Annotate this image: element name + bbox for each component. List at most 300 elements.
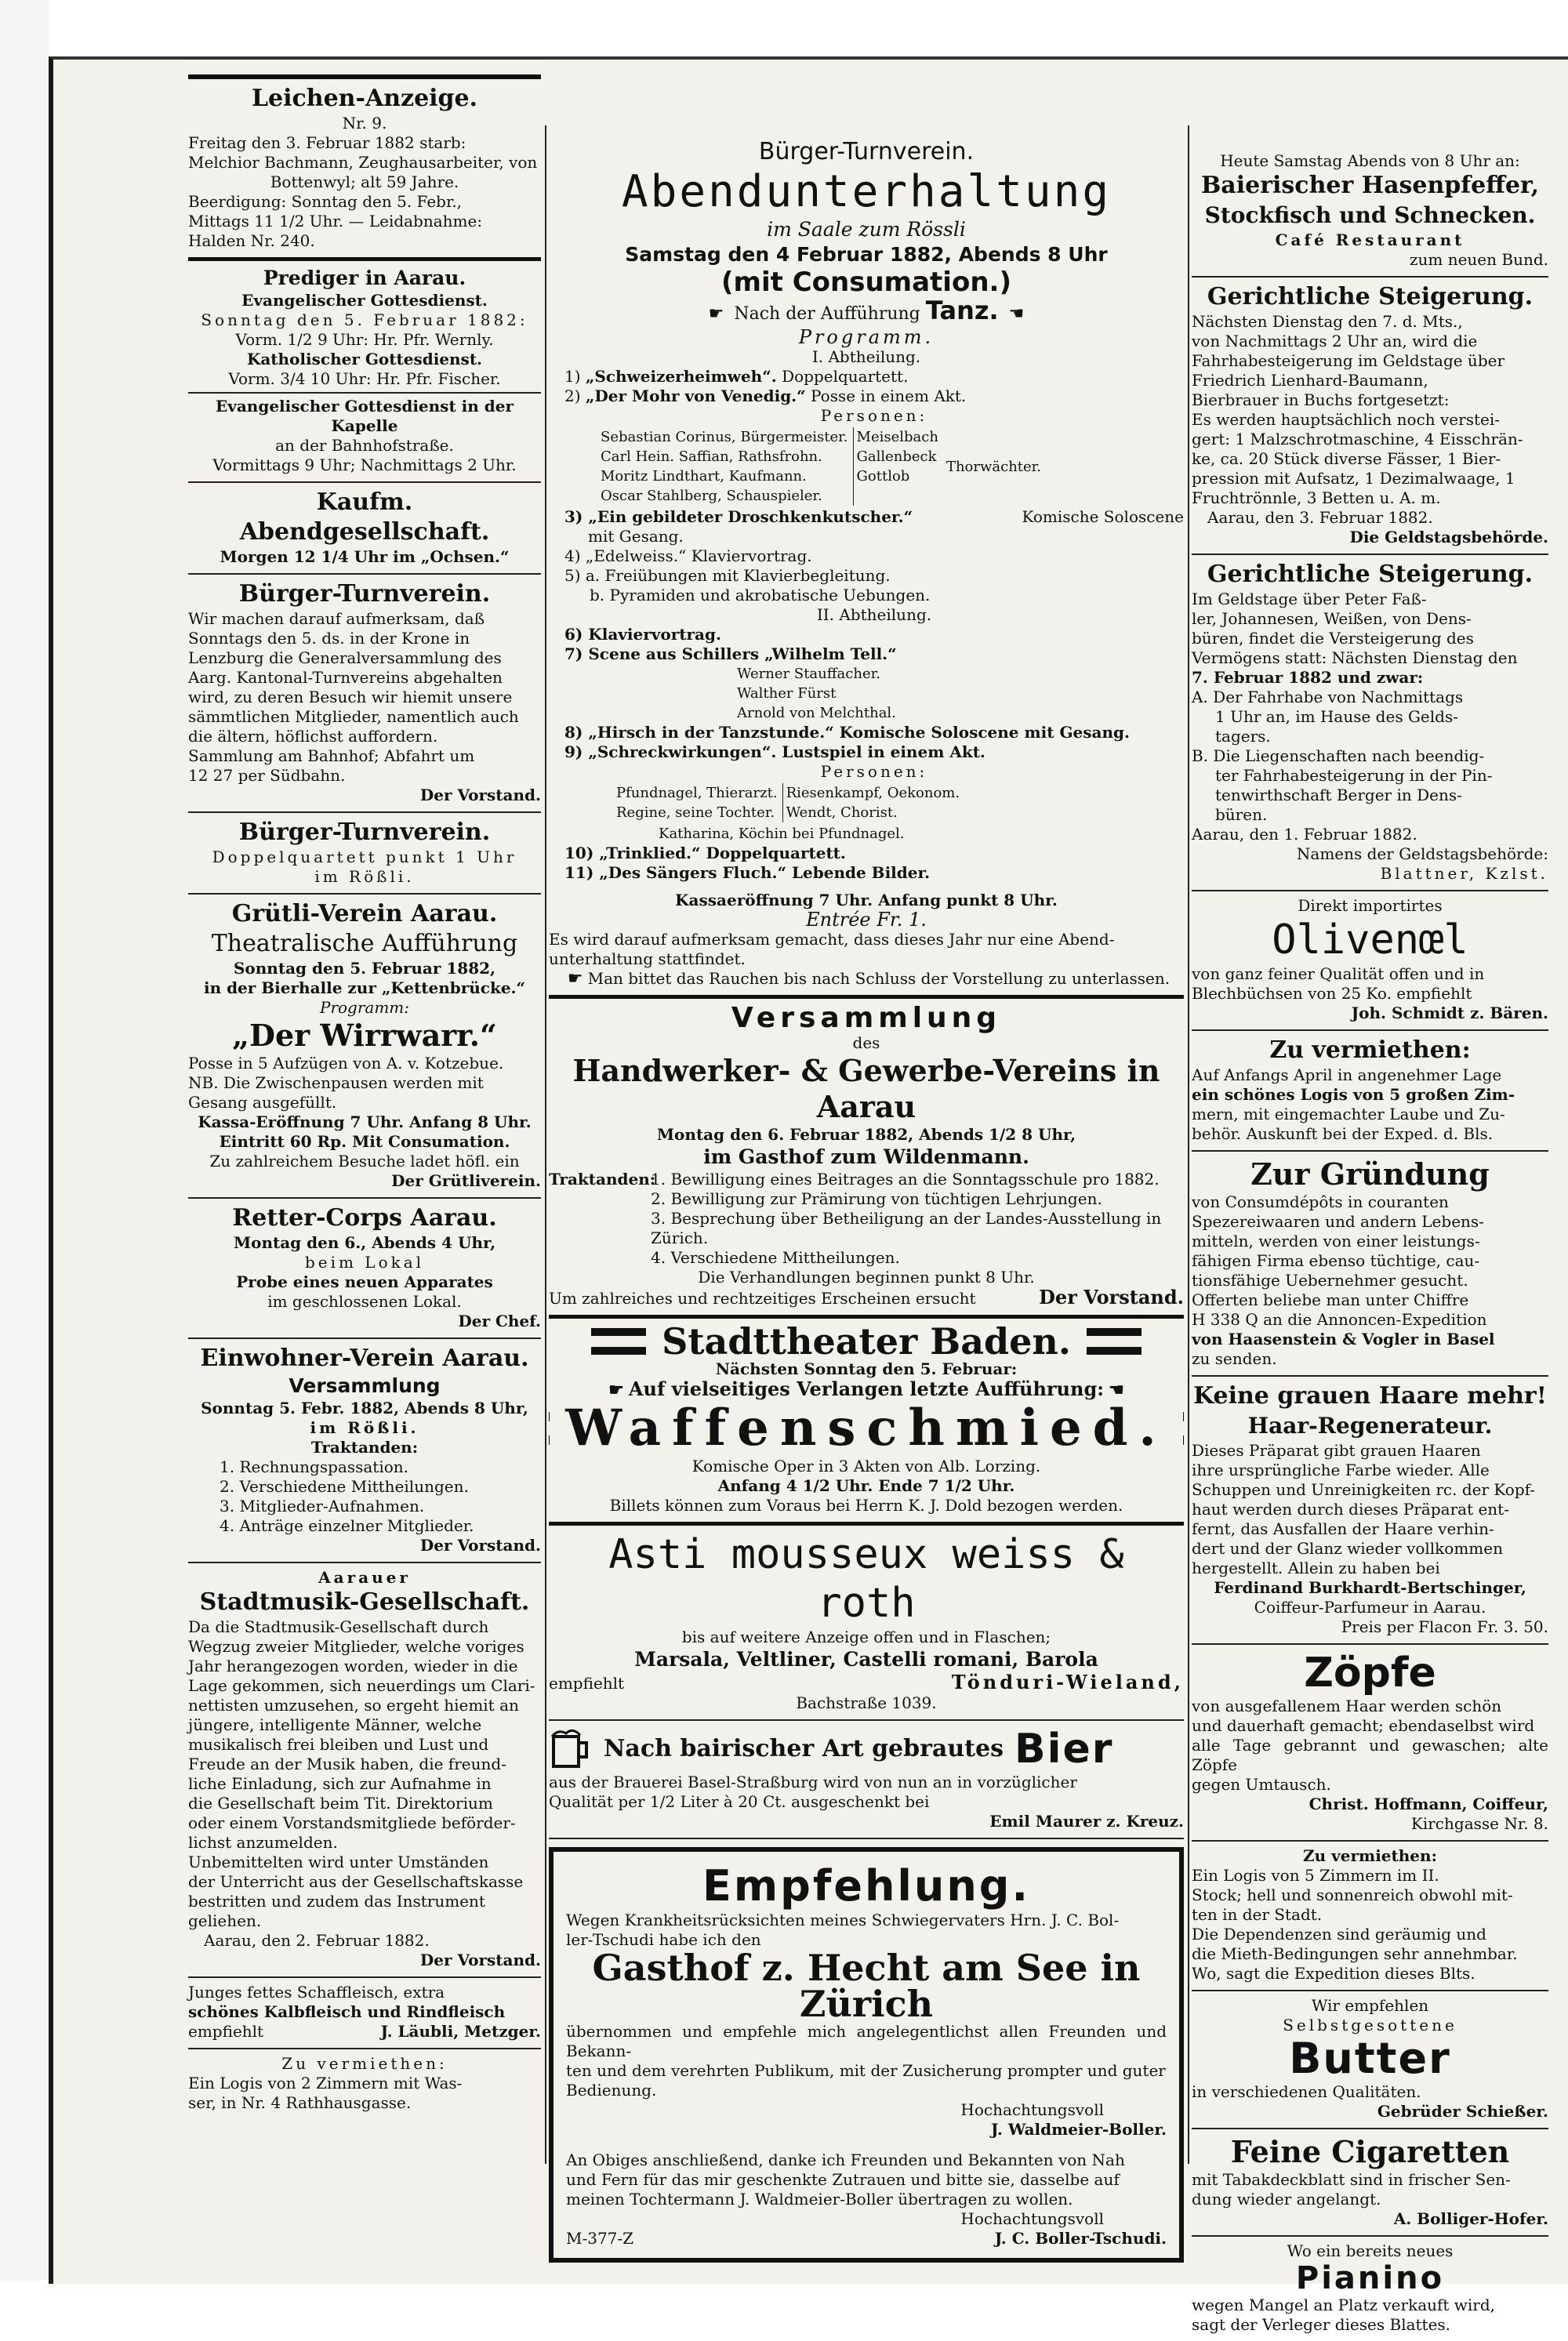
ad-text: Freitag den 3. Februar 1882 starb: bbox=[188, 133, 466, 152]
ad-text: Offerten beliebe man unter Chiffre bbox=[1192, 1290, 1469, 1309]
agenda-item: 3. Besprechung über Betheiligung an der Landes-Ausstellung in Zürich. bbox=[651, 1209, 1162, 1247]
ad-text: Im Geldstage über Peter Faß- bbox=[1192, 590, 1427, 608]
cast-entry: Werner Stauffacher. bbox=[737, 666, 880, 682]
ad-title: Prediger in Aarau. bbox=[263, 267, 466, 289]
ad-text: die Gesellschaft beim Tit. Direktorium bbox=[188, 1794, 493, 1813]
haar-ad bbox=[1192, 1377, 1548, 1645]
ad-signature: Der Vorstand. bbox=[419, 1951, 541, 1969]
ad-text: Dieses Präparat gibt grauen Haaren bbox=[1192, 1441, 1481, 1460]
hotel-name: Gasthof z. Hecht am See in Zürich bbox=[592, 1947, 1141, 2025]
ad-text: Um zahlreiches und rechtzeitiges Erscheinen ersucht bbox=[549, 1289, 976, 1308]
ad-title: Handwerker- & Gewerbe-Vereins in Aarau bbox=[572, 1053, 1160, 1124]
ad-text: gert: 1 Malzschrotmaschine, 4 Eisschrän- bbox=[1192, 430, 1523, 448]
item-number: 1) bbox=[564, 367, 581, 386]
ad-text: Heute Samstag Abends von 8 Uhr an: bbox=[1220, 151, 1520, 170]
ad-text: wegen Mangel an Platz verkauft wird, bbox=[1192, 2296, 1496, 2314]
ad-text: A. Der Fahrhabe von Nachmittags bbox=[1192, 688, 1464, 706]
ad-text: oder einem Vorstandsmitgliede beförder- bbox=[188, 1813, 516, 1832]
middle-column bbox=[549, 74, 1184, 2270]
ad-title: Keine grauen Haare mehr! bbox=[1193, 1382, 1547, 1410]
ad-text: Marsala, Veltliner, Castelli romani, Barola bbox=[634, 1648, 1098, 1671]
ad-text: mit Tabakdeckblatt sind in frischer Sen- bbox=[1192, 2170, 1511, 2189]
cast-entry: Carl Hein. Saffian, Rathsfrohn. bbox=[601, 448, 822, 465]
ad-text: von ganz feiner Qualität offen und in bbox=[1192, 964, 1485, 983]
ad-text: Anfang 4 1/2 Uhr. Ende 7 1/2 Uhr. bbox=[717, 1476, 1015, 1495]
pointing-hand-icon: ☛ bbox=[708, 304, 724, 324]
ad-text: Friedrich Lienhard-Baumann, bbox=[1192, 371, 1428, 390]
item-title: 4) „Edelweiss.“ Klaviervortrag. bbox=[564, 546, 812, 565]
ad-text: Wegzug zweier Mitglieder, welche voriges bbox=[188, 1637, 524, 1656]
program-list bbox=[549, 367, 1184, 883]
ad-text: von Haasenstein & Vogler in Basel bbox=[1192, 1330, 1495, 1348]
ad-text: die ältern, höflichst auffordern. bbox=[188, 727, 438, 746]
ad-signature: A. Bolliger-Hofer. bbox=[1393, 2209, 1548, 2228]
ad-title: Einwohner-Verein Aarau. bbox=[200, 1345, 529, 1372]
ad-signature: Der Grütliverein. bbox=[391, 1171, 541, 1190]
ad-title: Nach bairischer Art gebrautes bbox=[604, 1735, 1004, 1762]
ad-signature: Joh. Schmidt z. Bären. bbox=[1351, 1004, 1548, 1022]
ad-signature: Emil Maurer z. Kreuz. bbox=[989, 1812, 1184, 1831]
ad-text: aus der Brauerei Basel-Straßburg wird von nun an in vorzüglicher bbox=[549, 1773, 1077, 1791]
steigerung-ad-2 bbox=[1192, 555, 1548, 891]
cast-entry: Arnold von Melchthal. bbox=[737, 705, 896, 721]
cast-entry: Gallenbeck bbox=[856, 448, 937, 465]
ad-text: übernommen und empfehle mich angelegentlichst allen Freunden und Bekann- bbox=[566, 2022, 1167, 2060]
ad-subtitle: Versammlung bbox=[289, 1374, 441, 1397]
item-title: „Schweizerheimweh“. bbox=[585, 367, 777, 386]
beer-mug-icon bbox=[549, 1729, 593, 1769]
ad-text: Bedienung. bbox=[566, 2081, 657, 2100]
ad-text: lichst anzumelden. bbox=[188, 1833, 338, 1852]
ad-text: Mittags 11 1/2 Uhr. — Leidabnahme: bbox=[188, 212, 483, 230]
ad-signature: J. Läubli, Metzger. bbox=[380, 2022, 541, 2041]
ad-title: Asti mousseux weiss & roth bbox=[608, 1531, 1124, 1627]
ad-text: (mit Consumation.) bbox=[721, 267, 1011, 298]
steigerung-ad-1 bbox=[1192, 278, 1548, 555]
ad-text: Aarauer bbox=[318, 1568, 411, 1587]
ad-text: fähigen Firma ebenso tüchtige, cau- bbox=[1192, 1251, 1480, 1270]
column-rule bbox=[545, 125, 546, 2164]
ad-text: nettisten umzusehen, so ergeht hiemit an bbox=[188, 1696, 519, 1715]
item-desc: mit Gesang. bbox=[588, 527, 684, 546]
metzger-ad bbox=[188, 1978, 541, 2049]
pianino-ad bbox=[1192, 2237, 1548, 2341]
cast-table bbox=[612, 782, 964, 824]
ad-text: unterhaltung stattfindet. bbox=[549, 949, 746, 968]
ad-text: I. Abtheilung. bbox=[811, 347, 921, 366]
ad-text: Vormittags 9 Uhr; Nachmittags 2 Uhr. bbox=[212, 455, 517, 474]
ad-text: Ein Logis von 2 Zimmern mit Was- bbox=[188, 2074, 463, 2092]
ad-text: Kassa-Eröffnung 7 Uhr. Anfang 8 Uhr. bbox=[198, 1112, 532, 1131]
ad-text: Es wird darauf aufmerksam gemacht, dass dieses Jahr nur eine Abend- bbox=[549, 930, 1115, 949]
ad-text: 2. Verschiedene Mittheilungen. bbox=[220, 1477, 469, 1496]
ad-text: Aarau, den 1. Februar 1882. bbox=[1192, 825, 1417, 844]
ad-text: jüngere, intelligente Männer, welche bbox=[188, 1715, 482, 1734]
agenda-item: 2. Bewilligung zur Prämirung von tüchtigen Lehrjungen. bbox=[651, 1189, 1102, 1208]
smoke-note bbox=[549, 969, 1184, 989]
ad-text: Lage gekommen, sich neuerdings um Clari- bbox=[188, 1676, 535, 1695]
item-number: 2) bbox=[564, 387, 581, 405]
ad-text: Bachstraße 1039. bbox=[796, 1693, 937, 1712]
ad-text: sagt der Verleger dieses Blattes. bbox=[1192, 2315, 1451, 2334]
item-title: „Der Mohr von Venedig.“ bbox=[585, 387, 806, 405]
ad-text: Selbstgesottene bbox=[1283, 2016, 1457, 2034]
ad-subtitle: Theatralische Aufführung bbox=[211, 930, 518, 957]
ad-text: Da die Stadtmusik-Gesellschaft durch bbox=[188, 1617, 489, 1636]
turnverein-abendunterhaltung bbox=[549, 74, 1184, 999]
ad-text: Personen: bbox=[820, 406, 928, 425]
stadttheater-ad bbox=[549, 1319, 1184, 1526]
ad-signature: J. C. Boller-Tschudi. bbox=[994, 2229, 1167, 2248]
cast-entry: Wendt, Chorist. bbox=[786, 804, 898, 821]
ad-text: Posse in 5 Aufzügen von A. v. Kotzebue. bbox=[188, 1054, 504, 1073]
butter-ad bbox=[1192, 1991, 1548, 2129]
ad-text: pression mit Aufsatz, 1 Dezimalwaage, 1 bbox=[1192, 469, 1515, 488]
ad-signature: Tönduri-Wieland, bbox=[951, 1671, 1184, 1693]
ad-text: geliehen. bbox=[188, 1911, 262, 1930]
ad-text: liche Einladung, sich zur Aufnahme in bbox=[188, 1774, 492, 1793]
scan-margin bbox=[0, 0, 49, 2281]
ad-text: II. Abtheilung. bbox=[816, 605, 932, 624]
cast-entry: Regine, seine Tochter. bbox=[616, 804, 775, 821]
ad-signature: Ferdinand Burkhardt-Bertschinger, bbox=[1214, 1578, 1526, 1597]
ad-text: wird, zu deren Besuch wir hiemit unsere bbox=[188, 688, 513, 706]
ad-text: beim Lokal bbox=[304, 1253, 425, 1272]
ad-text: die Mieth-Bedingungen sehr annehmbar. bbox=[1192, 1944, 1518, 1963]
ad-signature: Kirchgasse Nr. 8. bbox=[1410, 1814, 1548, 1833]
gruetli-ad bbox=[188, 895, 541, 1199]
ad-text: Traktanden: bbox=[310, 1438, 419, 1457]
play-title: „Der Wirrwarr.“ bbox=[232, 1018, 497, 1053]
ad-text: Hochachtungsvoll bbox=[960, 2209, 1104, 2228]
ad-text: von Nachmittags 2 Uhr an, wird die bbox=[1192, 332, 1478, 350]
cast-entry: Walther Fürst bbox=[737, 685, 837, 702]
ad-title: Haar-Regenerateur. bbox=[1247, 1413, 1493, 1439]
ad-text: Melchior Bachmann, Zeughausarbeiter, von bbox=[188, 153, 538, 172]
ad-text: Samstag den 4 Februar 1882, Abends 8 Uhr bbox=[625, 243, 1108, 266]
einwohner-ad bbox=[188, 1339, 541, 1563]
versammlung-ad bbox=[549, 999, 1184, 1319]
ad-title: Feine Cigaretten bbox=[1230, 2134, 1510, 2169]
ad-text: dung wieder angelangt. bbox=[1192, 2190, 1381, 2209]
right-column bbox=[1192, 74, 1548, 2341]
ad-text: Junges fettes Schaffleisch, extra bbox=[188, 1983, 445, 2002]
ad-text: Vermögens statt: Nächsten Dienstag den bbox=[1192, 648, 1518, 667]
ad-text: alle Tage gebrannt und gewaschen; alte Zöpfe bbox=[1192, 1736, 1548, 1774]
ad-text: behör. Auskunft bei der Exped. d. Bls. bbox=[1192, 1124, 1494, 1143]
ad-title: Stadttheater Baden. bbox=[662, 1320, 1071, 1363]
vermiethen-ad-right-2 bbox=[1192, 1842, 1548, 1991]
cast-entry: Riesenkampf, Oekonom. bbox=[786, 785, 960, 801]
turnverein-ad bbox=[188, 575, 541, 813]
ad-text: 1 Uhr an, im Hause des Gelds- bbox=[1215, 707, 1458, 726]
ad-text: Doppelquartett punkt 1 Uhr bbox=[212, 847, 517, 866]
bier-ad bbox=[549, 1721, 1184, 1839]
ad-text: Unbemittelten wird unter Umständen bbox=[188, 1853, 489, 1871]
ad-text: Nächsten Dienstag den 7. d. Mts., bbox=[1192, 312, 1463, 331]
item-desc: Posse in einem Akt. bbox=[811, 387, 967, 405]
ad-text: 3. Mitglieder-Aufnahmen. bbox=[220, 1497, 425, 1515]
ad-text: Fahrhabesteigerung im Geldstage über bbox=[1192, 351, 1505, 370]
ad-text: Evangelischer Gottesdienst. bbox=[241, 291, 488, 310]
ad-text: ter Fahrhabesteigerung in der Pin- bbox=[1215, 766, 1493, 785]
ad-text: Spezereiwaaren und andern Lebens- bbox=[1192, 1212, 1484, 1231]
ad-text: Auf Anfangs April in angenehmer Lage bbox=[1192, 1065, 1502, 1084]
ad-title: Baierischer Hasenpfeffer, bbox=[1200, 172, 1540, 199]
ad-text: Qualität per 1/2 Liter à 20 Ct. ausgeschenkt bei bbox=[549, 1792, 930, 1811]
ad-title: Bier bbox=[1014, 1726, 1114, 1773]
ad-text: empfiehlt bbox=[549, 1674, 625, 1693]
ad-text: Die Verhandlungen beginnen punkt 8 Uhr. bbox=[698, 1268, 1035, 1287]
ad-text: Sonntags den 5. ds. in der Krone in bbox=[188, 629, 470, 648]
ad-text: und dauerhaft gemacht; ebendaselbst wird bbox=[1192, 1716, 1535, 1735]
ad-text: Evangelischer Gottesdienst in der Kapelle bbox=[188, 392, 541, 436]
ad-text: meinen Tochtermann J. Waldmeier-Boller übertragen zu wollen. bbox=[566, 2190, 1073, 2209]
ad-text: Ein Logis von 5 Zimmern im II. bbox=[1192, 1866, 1439, 1885]
ad-text: Nach der Aufführung bbox=[734, 304, 920, 324]
ad-text: tionsfähige Uebernehmer gesucht. bbox=[1192, 1271, 1468, 1290]
ad-signature: J. Waldmeier-Boller. bbox=[991, 2120, 1167, 2139]
ad-text: bestritten und zudem das Instrument bbox=[188, 1892, 485, 1911]
ad-text: Entrée Fr. 1. bbox=[806, 909, 927, 931]
cast-entry: Moritz Lindthart, Kaufmann. bbox=[601, 468, 807, 485]
ad-signature: Coiffeur-Parfumeur in Aarau. bbox=[1254, 1598, 1486, 1617]
play-title: Waffenschmied. bbox=[565, 1399, 1167, 1457]
ad-title: Zur Gründung bbox=[1250, 1156, 1490, 1192]
ad-text: 7. Februar 1882 und zwar: bbox=[1192, 668, 1424, 687]
ad-text: B. Die Liegenschaften nach beendig- bbox=[1192, 746, 1485, 765]
ad-text: Aarau, den 2. Februar 1882. bbox=[204, 1931, 430, 1950]
cast-entry: Thorwächter. bbox=[946, 458, 1042, 475]
ad-title: Leichen-Anzeige. bbox=[251, 85, 478, 112]
retter-ad bbox=[188, 1199, 541, 1339]
cast-entry: Gottlob bbox=[856, 468, 910, 485]
ad-text: Wo, sagt die Expedition dieses Blts. bbox=[1192, 1964, 1475, 1983]
ad-text: 1. Rechnungspassation. bbox=[220, 1457, 409, 1476]
olivenoel-ad bbox=[1192, 891, 1548, 1031]
ad-text: Wir empfehlen bbox=[1311, 1996, 1429, 2015]
rule-ornament bbox=[1183, 1412, 1184, 1445]
rule-ornament bbox=[1087, 1328, 1142, 1355]
ad-text: ten in der Stadt. bbox=[1192, 1905, 1323, 1924]
ad-signature: Der Chef. bbox=[458, 1312, 541, 1330]
ad-text: 12 27 per Südbahn. bbox=[188, 766, 346, 785]
ad-title: Versammlung bbox=[731, 1002, 1002, 1034]
item-title: 10) „Trinklied.“ Doppelquartett. bbox=[564, 844, 846, 862]
ad-text: des bbox=[852, 1033, 880, 1052]
ad-text: zum neuen Bund. bbox=[1409, 250, 1548, 269]
ad-text: Preis per Flacon Fr. 3. 50. bbox=[1341, 1617, 1548, 1636]
item-title: 8) „Hirsch in der Tanzstunde.“ Komische Soloscene mit Gesang. bbox=[564, 723, 1130, 742]
ad-text: ihre ursprüngliche Farbe wieder. Alle bbox=[1192, 1461, 1490, 1479]
item-title: 3) „Ein gebildeter Droschkenkutscher.“ bbox=[564, 507, 913, 526]
turnverein-ad-2 bbox=[188, 813, 541, 895]
ad-text: Hochachtungsvoll bbox=[960, 2100, 1104, 2119]
ad-text: Schuppen und Unreinigkeiten rc. der Kopf- bbox=[1192, 1480, 1536, 1499]
ad-text: Sonntag den 5. Februar 1882, bbox=[233, 959, 496, 978]
ad-text: der Unterricht aus der Gesellschaftskasse bbox=[188, 1872, 524, 1891]
ad-title: Empfehlung. bbox=[702, 1861, 1030, 1911]
item-title: 9) „Schreckwirkungen“. Lustspiel in einem Akt. bbox=[564, 742, 985, 761]
ad-text: fernt, das Ausfallen der Haare verhin- bbox=[1192, 1519, 1494, 1538]
ad-text: Stock; hell und sonnenreich obwohl mit- bbox=[1192, 1886, 1513, 1904]
ad-text: im Rößli. bbox=[314, 867, 415, 886]
stadtmusik-ad bbox=[188, 1563, 541, 1978]
ad-text: bis auf weitere Anzeige offen und in Flaschen; bbox=[681, 1628, 1051, 1646]
ad-text: Café Restaurant bbox=[1275, 230, 1465, 249]
ad-text: Wir machen darauf aufmerksam, daß bbox=[188, 609, 485, 628]
ad-signature: Blattner, Kzlst. bbox=[1380, 864, 1548, 883]
item-desc: Komische Soloscene bbox=[1022, 507, 1184, 526]
cast-entry: Oscar Stahlberg, Schauspieler. bbox=[601, 488, 822, 504]
cigaretten-ad bbox=[1192, 2129, 1548, 2237]
ad-text: Morgen 12 1/4 Uhr im „Ochsen.“ bbox=[220, 547, 510, 566]
ad-text: zu senden. bbox=[1192, 1349, 1277, 1368]
ad-text: Vorm. 1/2 9 Uhr: Hr. Pfr. Wernly. bbox=[235, 330, 494, 349]
ad-text: Programm. bbox=[798, 326, 935, 348]
ad-signature: Der Vorstand. bbox=[419, 1536, 541, 1555]
ad-text: büren. bbox=[1215, 805, 1268, 824]
kaufm-ad bbox=[188, 483, 541, 575]
ad-text: Montag den 6., Abends 4 Uhr, bbox=[233, 1233, 496, 1252]
ad-title: Zu vermiethen: bbox=[281, 2054, 448, 2073]
traktanden bbox=[549, 1170, 1184, 1268]
ad-text: Bierbrauer in Buchs fortgesetzt: bbox=[1192, 390, 1450, 409]
ad-text: Sonntag den 5. Februar 1882: bbox=[201, 310, 528, 329]
zoepfe-ad bbox=[1192, 1645, 1548, 1842]
ad-text: Sammlung am Bahnhof; Abfahrt um bbox=[188, 746, 475, 765]
ad-text: im Gasthof zum Wildenmann. bbox=[703, 1145, 1029, 1168]
ad-text: und Fern für das mir geschenkte Zutrauen und bitte sie, dasselbe auf bbox=[566, 2170, 1120, 2189]
ad-text: Es werden hauptsächlich noch verstei- bbox=[1192, 410, 1500, 429]
ad-text: von ausgefallenem Haar werden schön bbox=[1192, 1697, 1502, 1715]
ad-title: Abendunterhaltung bbox=[621, 166, 1112, 217]
asti-ad bbox=[549, 1526, 1184, 1721]
empfehlung-ad bbox=[549, 1847, 1184, 2263]
ad-text: Sonntag 5. Febr. 1882, Abends 8 Uhr, bbox=[201, 1399, 528, 1417]
ad-text: Traktanden: bbox=[549, 1170, 656, 1189]
ad-title: Gerichtliche Steigerung. bbox=[1207, 283, 1534, 310]
ad-text: NB. Die Zwischenpausen werden mit bbox=[188, 1073, 484, 1092]
ad-text: Montag den 6. Februar 1882, Abends 1/2 8 Uhr, bbox=[656, 1125, 1076, 1144]
ad-text: tenwirthschaft Berger in Dens- bbox=[1215, 786, 1462, 804]
ad-title: Retter-Corps Aarau. bbox=[232, 1204, 497, 1232]
ad-text: dert und der Glanz wieder vollkommen bbox=[1192, 1539, 1503, 1558]
ad-text: mitteln, werden von einer leistungs- bbox=[1192, 1232, 1480, 1250]
hasenpfeffer-ad bbox=[1192, 74, 1548, 278]
ad-title: Stadtmusik-Gesellschaft. bbox=[199, 1588, 530, 1616]
ad-signature: Christ. Hoffmann, Coiffeur, bbox=[1308, 1795, 1548, 1813]
ad-text: Eintritt 60 Rp. Mit Consumation. bbox=[219, 1132, 510, 1151]
ad-text: haut werden durch dieses Präparat ent- bbox=[1192, 1500, 1509, 1519]
ad-text: Aarau, den 3. Februar 1882. bbox=[1207, 508, 1433, 527]
agenda-item: 4. Verschiedene Mittheilungen. bbox=[651, 1248, 900, 1267]
ad-title: Gerichtliche Steigerung. bbox=[1207, 561, 1534, 588]
cast-entry: Sebastian Corinus, Bürgermeister. bbox=[601, 429, 848, 445]
ad-text: ein schönes Logis von 5 großen Zim- bbox=[1192, 1085, 1515, 1104]
pointing-hand-icon: ☚ bbox=[1008, 304, 1025, 324]
ad-text: Zu zahlreichem Besuche ladet höfl. ein bbox=[209, 1152, 520, 1170]
ad-text: Lenzburg die Generalversammlung des bbox=[188, 648, 502, 667]
ad-code: M-377-Z bbox=[566, 2229, 634, 2248]
ad-text: Probe eines neuen Apparates bbox=[236, 1272, 493, 1291]
prediger-ad bbox=[188, 261, 541, 483]
ad-title: Olivenœl bbox=[1272, 916, 1468, 964]
ad-title: Bürger-Turnverein. bbox=[238, 580, 491, 608]
vermiethen-ad-right bbox=[1192, 1031, 1548, 1152]
ad-text: Wegen Krankheitsrücksichten meines Schwiegervaters Hrn. J. C. Bol- bbox=[566, 1911, 1120, 1929]
ad-text: ler, Johannesen, Weißen, von Dens- bbox=[1192, 609, 1472, 628]
ad-title: Zu vermiethen: bbox=[1269, 1036, 1471, 1064]
ad-text: Katholischer Gottesdienst. bbox=[246, 350, 483, 368]
cast-entry: Pfundnagel, Thierarzt. bbox=[616, 785, 778, 801]
ad-text: Nr. 9. bbox=[342, 114, 387, 132]
column-rule bbox=[1188, 125, 1189, 2164]
ad-text: Direkt importirtes bbox=[1298, 896, 1443, 915]
ad-text: Komische Oper in 3 Akten von Alb. Lorzing. bbox=[691, 1457, 1041, 1475]
ad-text: Personen: bbox=[820, 762, 928, 781]
item-title: 6) Klaviervortrag. bbox=[564, 625, 721, 644]
ad-text: büren, findet die Versteigerung des bbox=[1192, 629, 1474, 648]
ad-text: ke, ca. 20 Stück diverse Fässer, 1 Bier- bbox=[1192, 449, 1501, 468]
ad-text: Beerdigung: Sonntag den 5. Febr., bbox=[188, 192, 463, 211]
ad-title: Bürger-Turnverein. bbox=[238, 818, 491, 846]
ad-text: schönes Kalbfleisch und Rindfleisch bbox=[188, 2002, 506, 2021]
ad-text: Blechbüchsen von 25 Ko. empfiehlt bbox=[1192, 984, 1472, 1003]
ad-text: Halden Nr. 240. bbox=[188, 231, 315, 250]
rule-ornament bbox=[549, 1412, 550, 1445]
ad-signature: Der Vorstand. bbox=[419, 786, 541, 804]
ad-text: Namens der Geldstagsbehörde: bbox=[1296, 844, 1548, 863]
ad-signature: Die Geldstagsbehörde. bbox=[1349, 528, 1548, 546]
ad-text: tagers. bbox=[1215, 727, 1271, 746]
agenda-item: 1. Bewilligung eines Beitrages an die Sonntagsschule pro 1882. bbox=[651, 1170, 1160, 1189]
ad-title: Grütli-Verein Aarau. bbox=[231, 900, 498, 927]
pointing-hand-icon: ☛ bbox=[567, 969, 583, 989]
ad-text: Tanz. bbox=[925, 296, 999, 325]
ad-title: Stockfisch und Schnecken. bbox=[1204, 202, 1536, 228]
ad-kicker: Bürger-Turnverein. bbox=[758, 138, 975, 165]
ad-text: von Consumdépôts in couranten bbox=[1192, 1192, 1449, 1211]
left-column bbox=[188, 74, 541, 2119]
ad-text: Nächsten Sonntag den 5. Februar: bbox=[715, 1359, 1018, 1378]
ad-text: im Rößli. bbox=[310, 1418, 419, 1437]
ad-text: H 338 Q an die Annoncen-Expedition bbox=[1192, 1310, 1487, 1329]
ad-title: Zöpfe bbox=[1304, 1650, 1436, 1697]
ad-text: mern, mit eingemachter Laube und Zu- bbox=[1192, 1105, 1505, 1123]
ad-text: Bottenwyl; alt 59 Jahre. bbox=[270, 172, 459, 191]
ad-text: Auf vielseitiges Verlangen letzte Aufführung: bbox=[628, 1377, 1105, 1400]
item-title: b. Pyramiden und akrobatische Uebungen. bbox=[590, 586, 931, 604]
tanz-line bbox=[549, 297, 1184, 328]
vermiethen-ad bbox=[188, 2049, 541, 2119]
item-desc: Doppelquartett. bbox=[782, 367, 909, 386]
pointing-hand-icon: ☛ bbox=[608, 1380, 624, 1400]
item-title: 11) „Des Sängers Fluch.“ Lebende Bilder. bbox=[564, 863, 931, 882]
ad-text: gegen Umtausch. bbox=[1192, 1775, 1331, 1794]
ad-text: Man bittet das Rauchen bis nach Schluss der Vorstellung zu unterlassen. bbox=[587, 969, 1171, 988]
ad-text: 4. Anträge einzelner Mitglieder. bbox=[220, 1516, 474, 1535]
pointing-hand-icon: ☚ bbox=[1109, 1380, 1124, 1400]
cast-entry: Meiselbach bbox=[856, 429, 938, 445]
ad-title: Butter bbox=[1289, 2034, 1451, 2083]
ad-text: Programm: bbox=[319, 998, 409, 1017]
ad-title: Kaufm. Abendgesellschaft. bbox=[239, 488, 490, 546]
item-title: 5) a. Freiübungen mit Klavierbegleitung. bbox=[564, 566, 891, 585]
ad-text: in verschiedenen Qualitäten. bbox=[1192, 2082, 1421, 2101]
ad-title: Zu vermiethen: bbox=[1303, 1846, 1437, 1865]
ad-text: Fruchtrönnle, 3 Betten u. A. m. bbox=[1192, 488, 1441, 507]
